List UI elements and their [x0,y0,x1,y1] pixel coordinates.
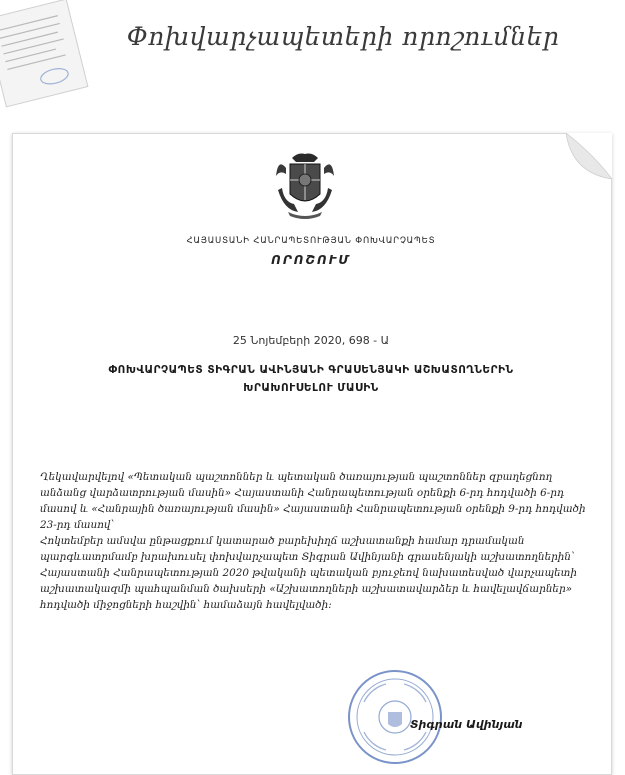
document-title [60,361,562,397]
page-curl-icon [566,133,612,179]
page-heading: Փոխվարչապետերի որոշումներ [126,22,560,51]
decision-document [12,133,612,775]
document-thumbnail-icon [0,0,97,113]
official-seal-icon [346,668,444,766]
document-body [40,469,588,613]
title-line: ԽՐԱԽՈՒՍԵԼՈՒ ՄԱՍԻՆ [243,382,379,394]
coat-of-arms-icon [274,150,336,222]
issuing-authority: ՀԱՅԱՍՏԱՆԻ ՀԱՆՐԱՊԵՏՈՒԹՅԱՆ ՓՈԽՎԱՐՉԱՊԵՏ [186,236,436,246]
document-type: ՈՐՈՇՈՒՄ [271,253,351,267]
title-line: ՓՈԽՎԱՐՉԱՊԵՏ ՏԻԳՐԱՆ ԱՎԻՆՅԱՆԻ ԳՐԱՍԵՆՅԱԿԻ ԱՇԽԱՏՈՂՆԵՐԻՆ [108,364,514,376]
body-paragraph: Ղեկավարվելով «Պետական պաշտոններ և պետական ծառայության պաշտոններ զբաղեցնող անձանց վարձատրության մասին» Հայաստանի Հանրապետության օրենքի 6-րդ հոդվածի 6-րդ մասով և «Հանրային ծառայության մասին» Հայաստանի Հանրապետության օրենքի 9-րդ հոդվածի 23-րդ մասով՝ [40,471,586,531]
signature-name: Տիգրան Ավինյան [410,718,523,731]
body-paragraph: Հոկտեմբեր ամսվա ընթացքում կատարած բարեխիղճ աշխատանքի համար դրամական պարգևատրմամբ խրախուսել փոխվարչապետ Տիգրան Ավինյանի գրասենյակի աշխատողներին՝ Հայաստանի Հանրապետության 2020 թվականի պետական բյուջեով նախատեսված վարչապետի աշխատակազմի պահպանման ծախսերի «Աշխատողների աշխատավարձեր և հավելավճարներ» հոդվածի միջոցների հաշվին՝ համաձայն հավելվածի: [40,535,577,611]
date-and-number: 25 Նոյեմբերի 2020, 698 - Ա [232,334,390,347]
